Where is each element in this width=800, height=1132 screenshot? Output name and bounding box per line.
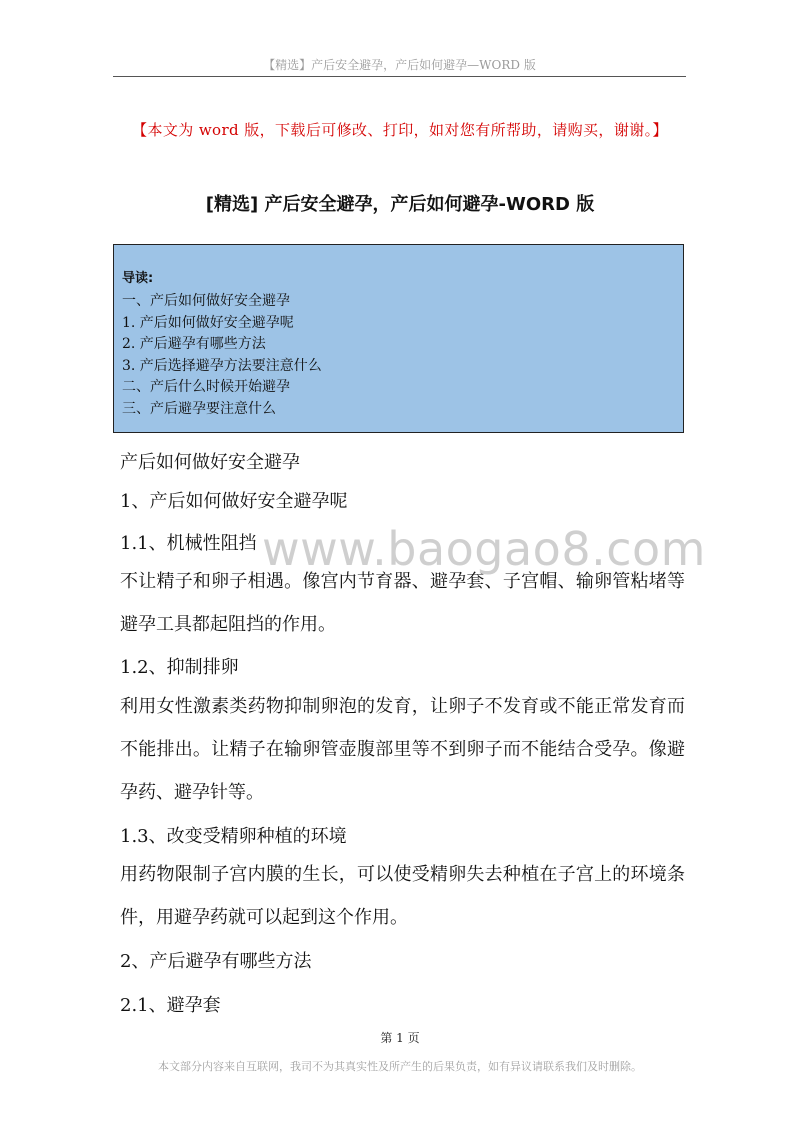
watermark: www.baogao8.com <box>262 522 706 576</box>
subsection-heading: 1.2、抑制排卵 <box>120 657 239 678</box>
notice-text: 【本文为 word 版，下载后可修改、打印，如对您有所帮助，请购买，谢谢。】 <box>132 121 668 139</box>
section-heading: 1、产后如何做好安全避孕呢 <box>120 491 348 512</box>
document-title: [精选] 产后安全避孕，产后如何避孕-WORD 版 <box>205 194 595 215</box>
subsection-heading: 1.3、改变受精卵种植的环境 <box>120 826 347 847</box>
guide-item: 3. 产后选择避孕方法要注意什么 <box>122 357 322 374</box>
subsection-heading: 1.1、机械性阻挡 <box>120 533 257 554</box>
section-heading: 产后如何做好安全避孕 <box>120 452 300 473</box>
paragraph: 利用女性激素类药物抑制卵泡的发育，让卵子不发育或不能正常发育而不能排出。让精子在输卵管壶腹部里等不到卵子而不能结合受孕。像避孕药、避孕针等。 <box>120 696 685 803</box>
guide-item: 二、产后什么时候开始避孕 <box>122 379 290 395</box>
page-number: 第 1 页 <box>380 1031 420 1045</box>
section-heading: 2、产后避孕有哪些方法 <box>120 951 312 972</box>
guide-item: 1. 产后如何做好安全避孕呢 <box>122 314 294 331</box>
guide-item: 三、产后避孕要注意什么 <box>122 400 276 417</box>
subsection-heading: 2.1、避孕套 <box>120 995 221 1016</box>
page-header: 【精选】产后安全避孕，产后如何避孕—WORD 版 <box>263 58 536 72</box>
guide-label: 导读: <box>122 271 154 286</box>
guide-item: 2. 产后避孕有哪些方法 <box>122 336 266 352</box>
page-footer: 本文部分内容来自互联网，我司不为其真实性及所产生的后果负责，如有异议请联系我们及时删除。 <box>158 1060 642 1073</box>
paragraph: 用药物限制子宫内膜的生长，可以使受精卵失去种植在子宫上的环境条件，用避孕药就可以起到这个作用。 <box>120 864 685 928</box>
guide-box <box>113 244 684 433</box>
header-rule <box>113 76 686 77</box>
paragraph: 不让精子和卵子相遇。像宫内节育器、避孕套、子宫帽、输卵管粘堵等避孕工具都起阻挡的作用。 <box>120 571 685 635</box>
guide-item: 一、产后如何做好安全避孕 <box>122 293 290 309</box>
